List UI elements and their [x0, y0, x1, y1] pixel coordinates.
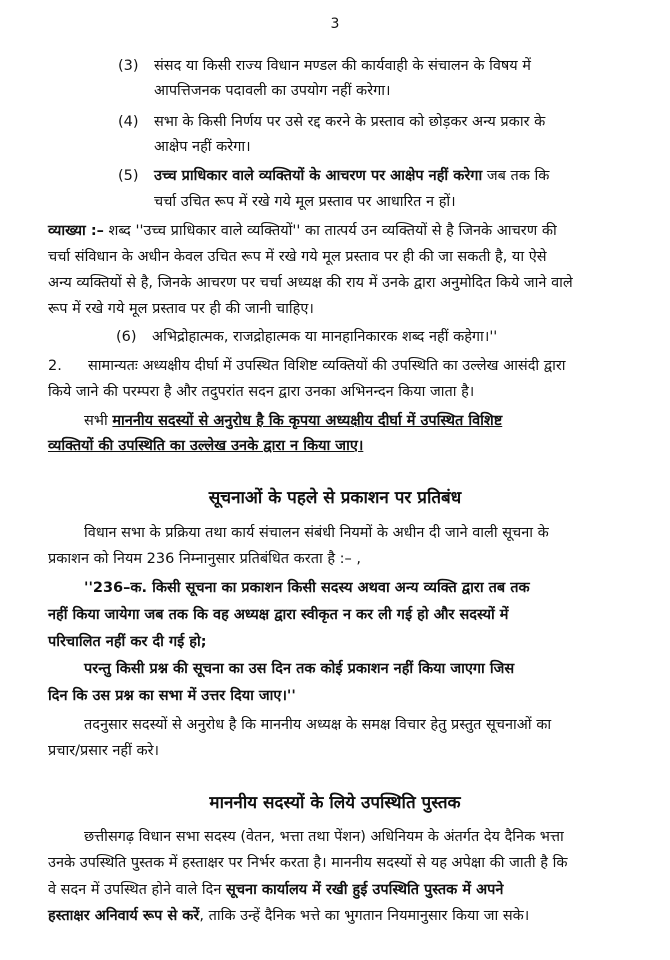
item-4-line-1	[118, 112, 545, 132]
request-line-1	[84, 411, 502, 431]
section-1-line-1: विधान सभा के प्रक्रिया तथा कार्य संचालन संबंधी नियमों के अधीन दी जाने वाली सूचना के	[84, 525, 549, 541]
item-3-text: संसद या किसी राज्य विधान मण्डल की कार्यवाही के संचालन के विषय में	[154, 58, 531, 74]
section-2-line-4-bold: हस्ताक्षर अनिवार्य रूप से करें	[48, 908, 200, 924]
item-3-line-1	[118, 56, 531, 76]
explanation-line-4: रूप में रखे गये मूल प्रस्ताव पर ही की जानी चाहिए।	[48, 301, 314, 317]
explanation-label: व्याख्या :–	[48, 223, 104, 239]
explanation-line-1	[48, 221, 557, 241]
item-5-rest-text: जब तक कि	[482, 168, 550, 184]
section-2-line-1: छत्तीसगढ़ विधान सभा सदस्य (वेतन, भत्ता तथा पेंशन) अधिनियम के अंतर्गत देय दैनिक भत्ता	[84, 829, 564, 845]
item-4-text: सभा के किसी निर्णय पर उसे रद्द करने के प्रस्ताव को छोड़कर अन्य प्रकार के	[154, 114, 546, 130]
explanation-line-3: अन्य व्यक्तियों से है, जिनके आचरण पर चर्चा अध्यक्ष की राय में उनके द्वारा अनुमोदित किये जाने वाले	[48, 275, 573, 291]
section-heading-attendance-register: माननीय सदस्यों के लिये उपस्थिति पुस्तक	[209, 793, 461, 813]
item-6-text: अभिद्रोहात्मक, राजद्रोहात्मक या मानहानिकारक शब्द नहीं कहेगा।''	[152, 329, 498, 345]
para-2-text: सामान्यतः अध्यक्षीय दीर्घा में उपस्थित विशिष्ट व्यक्तियों की उपस्थिति का उल्लेख आसंदी द्वारा	[88, 358, 566, 374]
para-2-number: 2.	[48, 358, 62, 374]
section-heading-publication-restriction: सूचनाओं के पहले से प्रकाशन पर प्रतिबंध	[208, 488, 462, 508]
item-3-number: (3)	[118, 58, 139, 74]
rule-236-line-4: परन्तु किसी प्रश्न की सूचना का उस दिन तक कोई प्रकाशन नहीं किया जाएगा जिस	[84, 661, 515, 677]
section-2-line-3	[48, 880, 503, 900]
section-2-line-3-bold: सूचना कार्यालय में रखी हुई उपस्थिति पुस्तक में अपने	[226, 882, 504, 898]
para-2-line-1	[48, 356, 566, 376]
section-1-closing-line-1: तदनुसार सदस्यों से अनुरोध है कि माननीय अध्यक्ष के समक्ष विचार हेतु प्रस्तुत सूचनाओं का	[84, 717, 552, 733]
section-2-line-3-plain: वे सदन में उपस्थित होने वाले दिन	[48, 882, 227, 898]
para-2-line-2: किये जाने की परम्परा है और तदुपरांत सदन द्वारा उनका अभिनन्दन किया जाता है।	[48, 384, 475, 400]
item-4-number: (4)	[118, 114, 139, 130]
rule-236-line-1: ''236–क. किसी सूचना का प्रकाशन किसी सदस्य अथवा अन्य व्यक्ति द्वारा तब तक	[84, 580, 530, 596]
item-6-line	[116, 327, 497, 347]
rule-236-line-3: परिचालित नहीं कर दी गई हो;	[48, 634, 207, 650]
item-3-line-2: आपत्तिजनक पदावली का उपयोग नहीं करेगा।	[154, 83, 391, 99]
section-2-line-2: उनके उपस्थिति पुस्तक में हस्ताक्षर पर निर्भर करता है। माननीय सदस्यों से यह अपेक्षा की जाती है कि	[48, 855, 568, 871]
rule-236-line-5: दिन कि उस प्रश्न का सभा में उत्तर दिया जाए।''	[48, 688, 296, 704]
section-1-closing-line-2: प्रचार/प्रसार नहीं करे।	[48, 743, 160, 759]
page-number: 3	[330, 16, 340, 32]
request-line-2: व्यक्तियों की उपस्थिति का उल्लेख उनके द्वारा न किया जाए।	[48, 438, 364, 454]
request-text: माननीय सदस्यों से अनुरोध है कि कृपया अध्यक्षीय दीर्घा में उपस्थित विशिष्ट	[112, 413, 503, 429]
item-4-line-2: आक्षेप नहीं करेगा।	[154, 139, 251, 155]
item-5-line-1	[118, 166, 549, 186]
explanation-text: शब्द ''उच्च प्राधिकार वाले व्यक्तियों'' का तात्पर्य उन व्यक्तियों से है जिनके आचरण की	[103, 223, 557, 239]
section-2-line-4-plain: , ताकि उन्हें दैनिक भत्ते का भुगतान नियमानुसार किया जा सके।	[199, 908, 530, 924]
section-1-line-2: प्रकाशन को नियम 236 निम्नानुसार प्रतिबंधित करता है :– ,	[48, 551, 362, 567]
request-prefix: सभी	[84, 413, 113, 429]
explanation-line-2: चर्चा संविधान के अधीन केवल उचित रूप में रखे गये मूल प्रस्ताव पर ही की जा सकती है, या ऐसे	[48, 249, 547, 265]
item-5-number: (5)	[118, 168, 139, 184]
item-5-line-2: चर्चा उचित रूप में रखे गये मूल प्रस्ताव पर आधारित न हों।	[154, 194, 456, 210]
item-6-number: (6)	[116, 329, 137, 345]
item-5-bold-text: उच्च प्राधिकार वाले व्यक्तियों के आचरण पर आक्षेप नहीं करेगा	[154, 168, 483, 184]
section-2-line-4	[48, 906, 529, 926]
rule-236-line-2: नहीं किया जायेगा जब तक कि वह अध्यक्ष द्वारा स्वीकृत न कर ली गई हो और सदस्यों में	[48, 607, 509, 623]
